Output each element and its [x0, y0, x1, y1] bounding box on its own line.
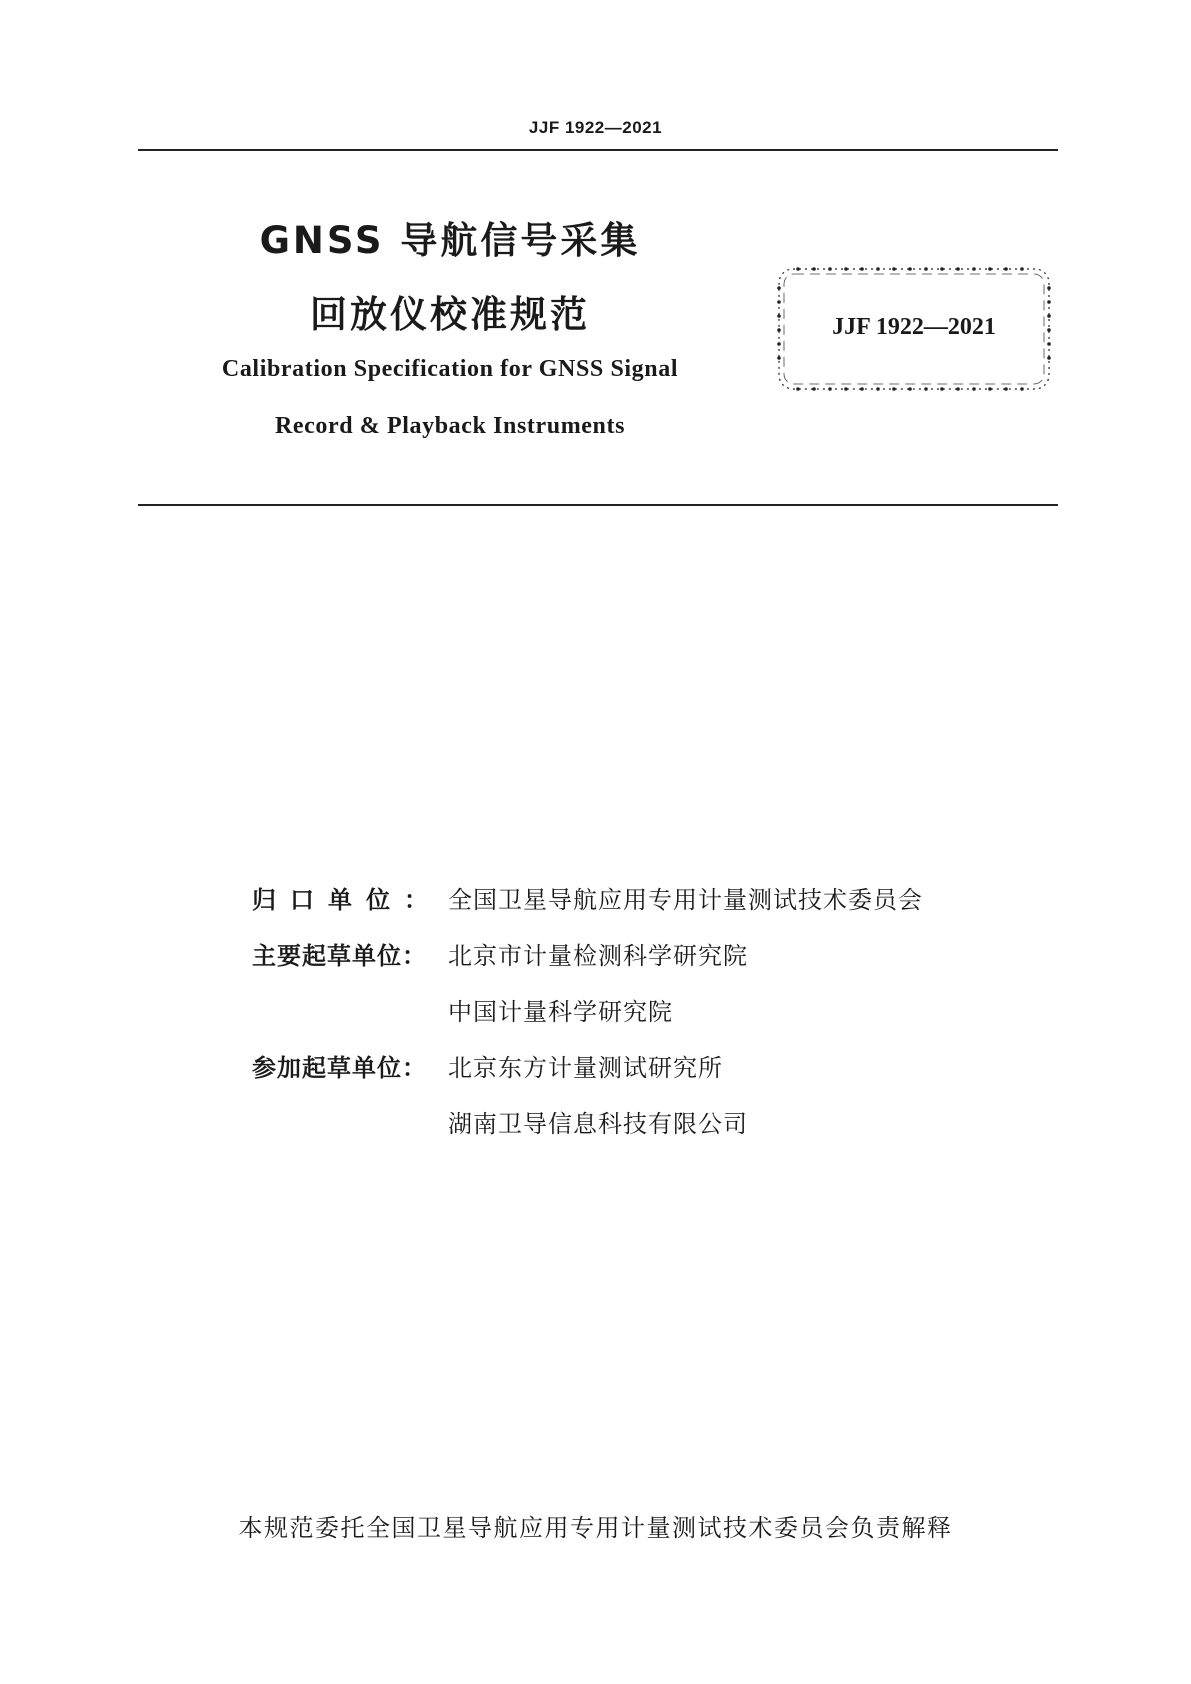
- main-drafting-value-2: 中国计量科学研究院: [448, 998, 673, 1026]
- bottom-rule: [138, 504, 1058, 506]
- frame-dot: [812, 267, 816, 271]
- frame-dot: [777, 342, 781, 346]
- frame-dot: [828, 387, 832, 391]
- frame-dot: [1047, 300, 1051, 304]
- frame-dot: [972, 387, 976, 391]
- main-drafting-label: 主要起草单位：: [252, 942, 427, 970]
- frame-dot: [908, 387, 912, 391]
- frame-dot: [892, 387, 896, 391]
- main-drafting-row-2: [252, 992, 673, 1027]
- frame-dot: [988, 387, 992, 391]
- frame-dot: [777, 286, 781, 290]
- frame-dot: [956, 267, 960, 271]
- main-drafting-value-1: 北京市计量检测科学研究院: [448, 942, 748, 970]
- frame-dot: [796, 387, 800, 391]
- frame-dot: [860, 267, 864, 271]
- participating-value-2: 湖南卫导信息科技有限公司: [448, 1110, 748, 1138]
- frame-dot: [972, 267, 976, 271]
- frame-dot: [796, 267, 800, 271]
- responsible-unit-row: [252, 880, 923, 915]
- title-zh-line2: 回放仪校准规范: [310, 293, 590, 336]
- frame-dot: [988, 267, 992, 271]
- top-rule: [138, 149, 1058, 151]
- frame-dot: [844, 267, 848, 271]
- frame-dot: [1004, 387, 1008, 391]
- participating-value-1: 北京东方计量测试研究所: [448, 1054, 723, 1082]
- participating-row-2: [252, 1104, 748, 1139]
- participating-row: [252, 1048, 723, 1083]
- frame-dot: [777, 300, 781, 304]
- title-en-line2: Record & Playback Instruments: [274, 413, 626, 439]
- participating-label: 参加起草单位：: [252, 1054, 427, 1082]
- frame-dot: [924, 387, 928, 391]
- frame-dot: [860, 387, 864, 391]
- frame-dot: [812, 387, 816, 391]
- frame-dot: [876, 387, 880, 391]
- frame-dot: [1004, 267, 1008, 271]
- frame-dot: [1047, 342, 1051, 346]
- frame-dot: [940, 387, 944, 391]
- standard-code-box: [776, 266, 1052, 392]
- frame-dot: [876, 267, 880, 271]
- frame-dot: [844, 387, 848, 391]
- responsible-unit-label: 归口单位：: [252, 886, 442, 914]
- frame-dot: [908, 267, 912, 271]
- main-drafting-row: [252, 936, 748, 971]
- standard-code: JJF 1922—2021: [832, 314, 996, 340]
- header-standard-code: JJF 1922—2021: [528, 118, 663, 137]
- title-zh-line1: GNSS 导航信号采集: [259, 219, 641, 262]
- frame-dot: [924, 267, 928, 271]
- frame-dot: [892, 267, 896, 271]
- responsible-unit-value: 全国卫星导航应用专用计量测试技术委员会: [448, 886, 923, 914]
- title-en-line1: Calibration Specification for GNSS Signal: [221, 356, 679, 382]
- frame-dot: [956, 387, 960, 391]
- frame-dot: [940, 267, 944, 271]
- frame-dot: [1020, 387, 1024, 391]
- frame-dot: [1047, 286, 1051, 290]
- frame-dot: [828, 267, 832, 271]
- interpretation-note: 本规范委托全国卫星导航应用专用计量测试技术委员会负责解释: [238, 1514, 953, 1542]
- frame-dot: [777, 356, 781, 360]
- frame-dot: [1047, 356, 1051, 360]
- frame-dot: [1020, 267, 1024, 271]
